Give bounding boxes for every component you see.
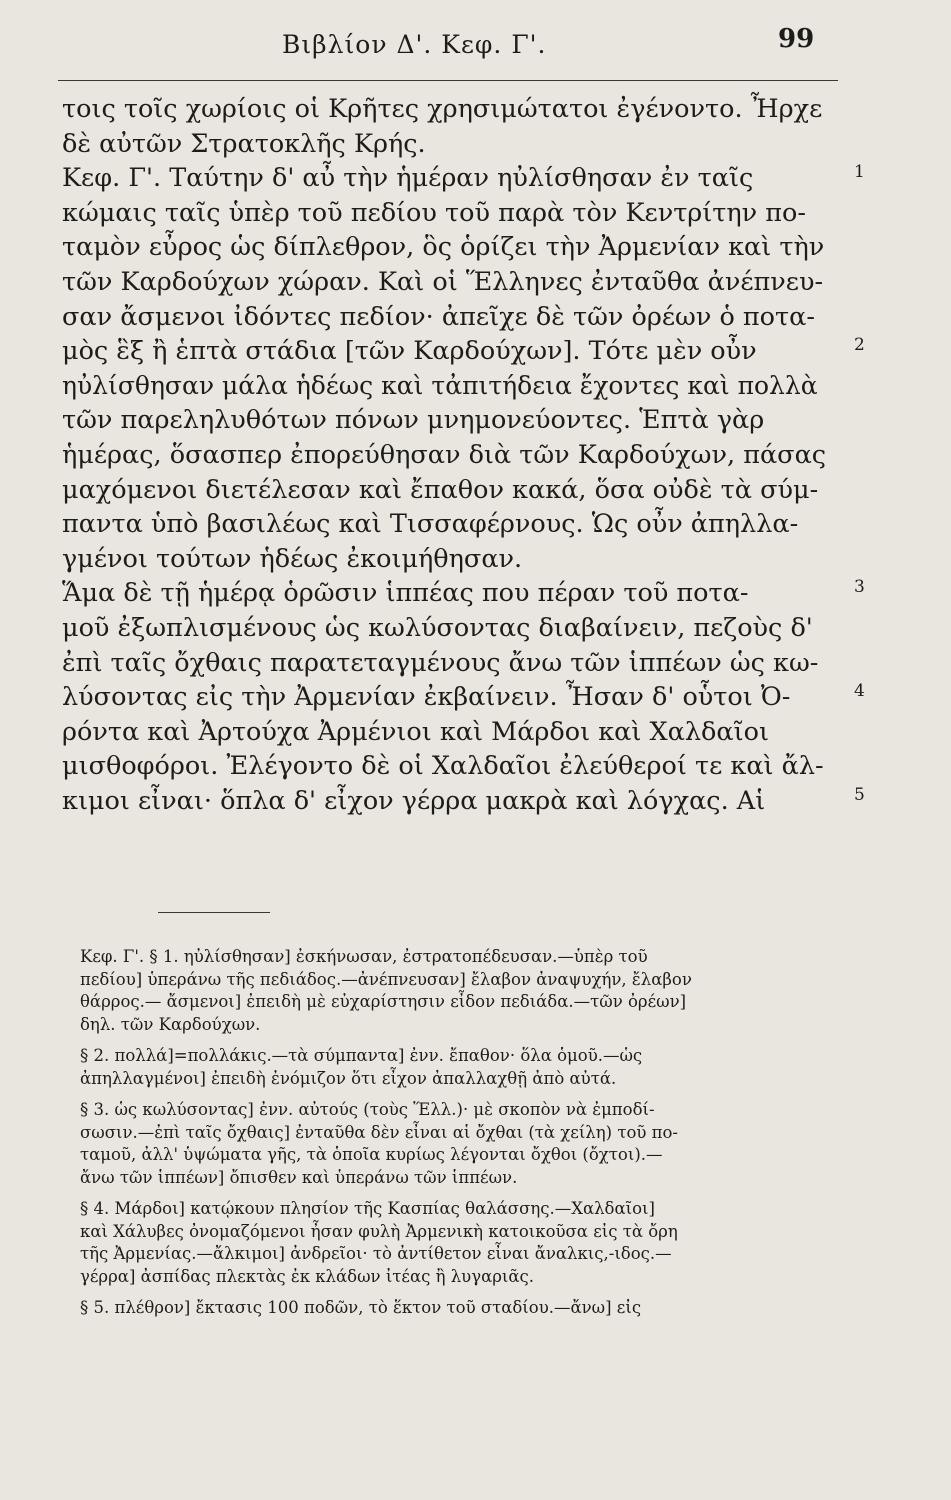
footnote-line: § 2. πολλά]=πολλάκις.—τὰ σύμπαντα] ἐνν. ἔπαθον· ὅλα ὁμοῦ.—ὡς [80, 1046, 643, 1065]
text-line [62, 300, 862, 335]
footnote-line: πεδίου] ὑπεράνω τῆς πεδιάδος.—ἀνέπνευσαν] ἔλαβον ἀναψυχήν, ἔλαβον [80, 969, 692, 989]
header-rule [58, 80, 838, 81]
line-text: μὸς ἓξ ἢ ἑπτὰ στάδια [τῶν Καρδούχων]. Τότε μὲν οὖν [62, 336, 757, 367]
line-text: τῶν παρεληλυθότων πόνων μνημονεύοντες. Ἑπτὰ γὰρ [62, 405, 765, 436]
footnote-line: ἀπηλλαγμένοι] ἐπειδὴ ἐνόμιζον ὅτι εἶχον ἀπαλλαχθῇ ἀπὸ αὐτά. [80, 1068, 617, 1088]
footnote-line: ταμοῦ, ἀλλ' ὑψώματα γῆς, τὰ ὁποῖα κυρίως λέγονται ὄχθοι (ὄχτοι).— [80, 1145, 663, 1164]
text-line [62, 92, 862, 127]
text-line [62, 715, 862, 750]
running-title: Βιβλίον Δ'. Κεφ. Γ'. [282, 30, 547, 59]
line-text: ἐπὶ ταῖς ὄχθαις παρατεταγμένους ἄνω τῶν ἱππέων ὡς κω- [62, 647, 819, 678]
note-gap [80, 1036, 840, 1045]
line-text: ταμὸν εὖρος ὡς δίπλεθρον, ὃς ὁρίζει τὴν Ἀρμενίαν καὶ τὴν [62, 232, 825, 263]
text-line [62, 784, 865, 819]
footnote-line: Κεφ. Γ'. § 1. ηὐλίσθησαν] ἐσκήνωσαν, ἐστρατοπέδευσαν.—ὑπὲρ τοῦ [80, 947, 648, 966]
text-line [62, 403, 862, 438]
footnotes [80, 946, 840, 1320]
footnote-line: σωσιν.—ἐπὶ ταῖς ὄχθαις] ἐνταῦθα δὲν εἶναι αἱ ὄχθαι (τὰ χείλη) τοῦ πο- [80, 1122, 679, 1142]
line-text: σαν ἄσμενοι ἰδόντες πεδίον· ἀπεῖχε δὲ τῶν ὀρέων ὁ ποτα- [62, 301, 815, 332]
main-text [62, 92, 865, 818]
line-text: μαχόμενοι διετέλεσαν καὶ ἔπαθον κακά, ὅσα οὐδὲ τὰ σύμ- [62, 474, 819, 505]
page-number: 99 [778, 24, 815, 54]
page-header [0, 24, 951, 68]
text-line [62, 161, 865, 196]
line-text: λύσοντας εἰς τὴν Ἀρμενίαν ἐκβαίνειν. Ἦσαν δ' οὗτοι Ὀ- [62, 682, 791, 713]
text-line [62, 680, 865, 715]
footnote-line: γέρρα] ἀσπίδας πλεκτὰς ἐκ κλάδων ἰτέας ἢ λυγαριᾶς. [80, 1266, 535, 1286]
line-text: ηὐλίσθησαν μάλα ἡδέως καὶ τἀπιτήδεια ἔχοντες καὶ πολλὰ [62, 370, 818, 400]
footnote-line: ἄνω τῶν ἱππέων] ὄπισθεν καὶ ὑπεράνω τῶν ἱππέων. [80, 1167, 518, 1187]
footnote-line: § 5. πλέθρον] ἔκτασις 100 ποδῶν, τὸ ἕκτον τοῦ σταδίου.—ἄνω] εἰς [80, 1298, 642, 1317]
footnote-line: § 3. ὡς κωλύσοντας] ἐνν. αὐτούς (τοὺς Ἕλλ.)· μὲ σκοπὸν νὰ ἐμποδί- [80, 1100, 655, 1119]
line-text: τῶν Καρδούχων χώραν. Καὶ οἱ Ἕλληνες ἐνταῦθα ἀνέπνευ- [62, 266, 824, 297]
line-text: μοῦ ἐξωπλισμένους ὡς κωλύσοντας διαβαίνειν, πεζοὺς δ' [62, 612, 813, 643]
footnote-line: θάρρος.— ἄσμενοι] ἐπειδὴ μὲ εὐχαρίστησιν εἶδον πεδιάδα.—τῶν ὀρέων] [80, 992, 687, 1011]
section-number: 1 [854, 162, 865, 183]
note-gap [80, 1090, 840, 1099]
note-gap [80, 1189, 840, 1198]
text-line [62, 507, 862, 542]
text-line [62, 196, 862, 231]
line-text: κιμοι εἶναι· ὅπλα δ' εἶχον γέρρα μακρὰ καὶ λόγχας. Αἱ [62, 785, 766, 816]
text-line [62, 473, 862, 508]
section-number: 4 [854, 681, 865, 702]
footnote-line: τῆς Ἀρμενίας.—ἄλκιμοι] ἀνδρεῖοι· τὸ ἀντίθετον εἶναι ἄναλκις,-ιδος.— [80, 1244, 672, 1263]
line-text: παντα ὑπὸ βασιλέως καὶ Τισσαφέρνους. Ὡς οὖν ἀπηλλα- [62, 509, 799, 540]
text-line [62, 611, 862, 646]
section-number: 5 [854, 784, 865, 805]
section-number: 3 [854, 577, 865, 598]
text-line [62, 542, 862, 577]
line-text: Ἅμα δὲ τῇ ἡμέρᾳ ὁρῶσιν ἱππέας που πέραν τοῦ ποτα- [62, 578, 749, 609]
text-line [62, 334, 865, 369]
line-text: κώμαις ταῖς ὑπὲρ τοῦ πεδίου τοῦ παρὰ τὸν Κεντρίτην πο- [62, 197, 807, 228]
text-line [62, 265, 862, 300]
text-line [62, 576, 865, 611]
line-text: Κεφ. Γ'. Ταύτην δ' αὖ τὴν ἡμέραν ηὐλίσθησαν ἐν ταῖς [62, 163, 754, 194]
footnote-line: δηλ. τῶν Καρδούχων. [80, 1014, 261, 1034]
text-line [62, 230, 862, 265]
text-line [62, 646, 862, 681]
section-number: 2 [854, 335, 865, 356]
note-gap [80, 1288, 840, 1297]
footnote-rule [158, 912, 270, 913]
text-line [62, 369, 862, 404]
line-text: τοις τοῖς χωρίοις οἱ Κρῆτες χρησιμώτατοι ἐγένοντο. Ἦρχε [62, 94, 823, 124]
text-line [62, 127, 862, 162]
footnote-line: § 4. Μάρδοι] κατῴκουν πλησίον τῆς Κασπίας θαλάσσης.—Χαλδαῖοι] [80, 1199, 655, 1218]
line-text: ρόντα καὶ Ἀρτούχα Ἀρμένιοι καὶ Μάρδοι καὶ Χαλδαῖοι [62, 716, 769, 747]
footnote-line: καὶ Χάλυβες ὀνομαζόμενοι ἦσαν φυλὴ Ἀρμενικὴ κατοικοῦσα εἰς τὰ ὄρη [80, 1221, 678, 1241]
line-text: μισθοφόροι. Ἐλέγοντο δὲ οἱ Χαλδαῖοι ἐλεύθεροί τε καὶ ἄλ- [62, 751, 824, 782]
text-line [62, 749, 862, 784]
line-text: δὲ αὐτῶν Στρατοκλῆς Κρής. [62, 128, 426, 159]
line-text: γμένοι τούτων ἡδέως ἐκοιμήθησαν. [62, 543, 523, 574]
line-text: ἡμέρας, ὅσασπερ ἐπορεύθησαν διὰ τῶν Καρδούχων, πάσας [62, 439, 827, 470]
text-line [62, 438, 862, 473]
